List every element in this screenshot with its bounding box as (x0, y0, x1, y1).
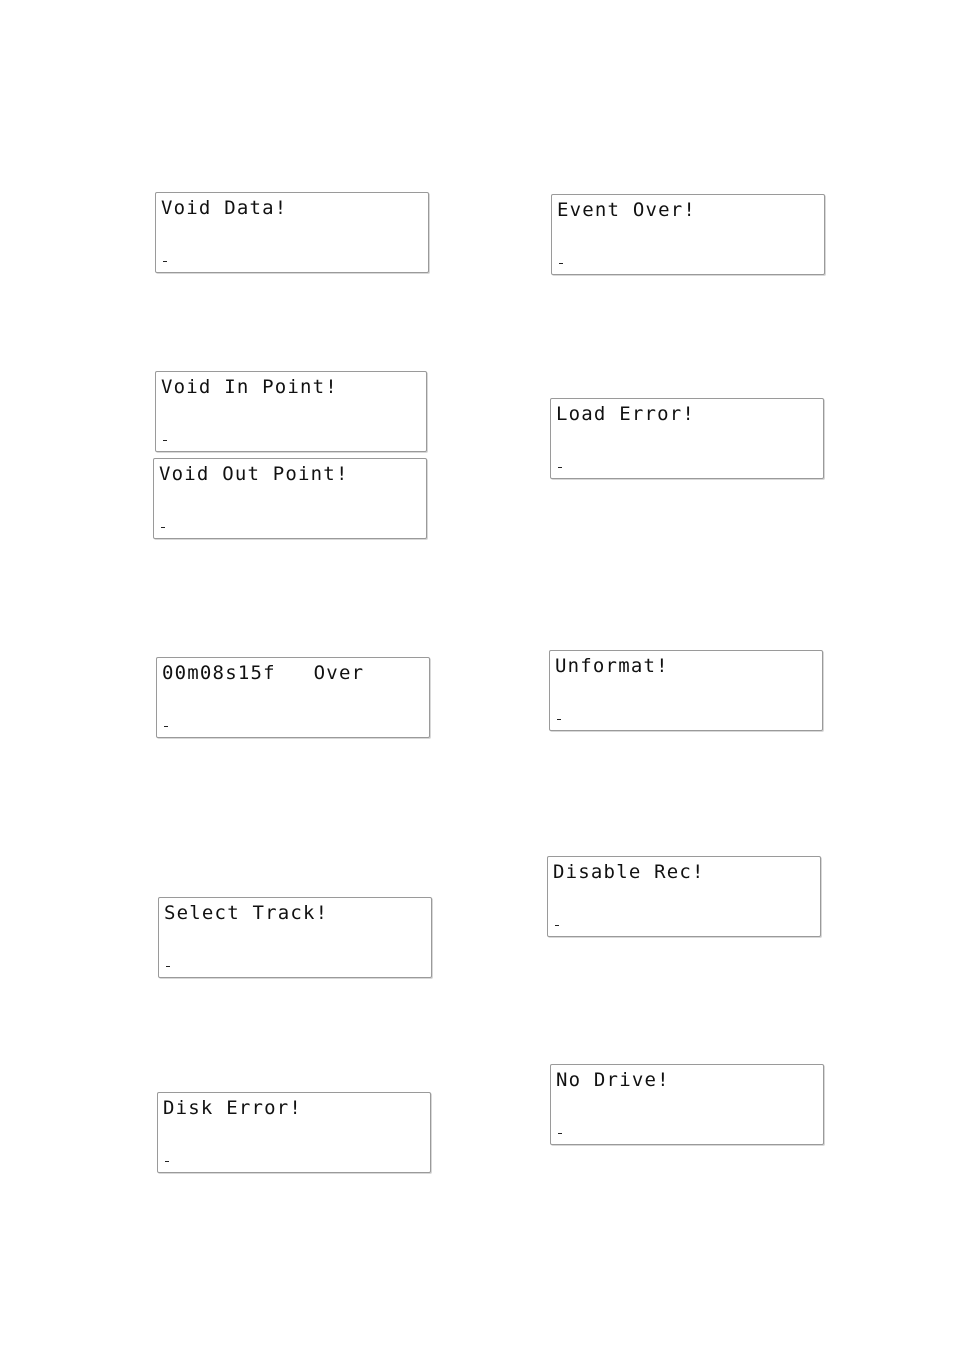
lcd-no-drive (550, 1064, 824, 1145)
lcd-event-over (551, 194, 825, 275)
lcd-select-track (158, 897, 432, 978)
lcd-timecode-over (156, 657, 430, 738)
lcd-cursor (558, 1133, 562, 1134)
lcd-message: Event Over! (557, 199, 697, 221)
lcd-cursor (163, 261, 167, 262)
lcd-cursor (161, 527, 165, 528)
lcd-void-in-point (155, 371, 427, 452)
lcd-message: Disable Rec! (553, 861, 705, 883)
lcd-message: Load Error! (556, 403, 696, 425)
lcd-cursor (166, 966, 170, 967)
lcd-cursor (163, 440, 167, 441)
lcd-message: Void In Point! (161, 376, 338, 398)
lcd-message: Disk Error! (163, 1097, 303, 1119)
lcd-message: Unformat! (555, 655, 669, 677)
lcd-cursor (557, 719, 561, 720)
lcd-cursor (558, 467, 562, 468)
lcd-message: Void Out Point! (159, 463, 349, 485)
lcd-void-data (155, 192, 429, 273)
lcd-message: No Drive! (556, 1069, 670, 1091)
lcd-cursor (165, 1161, 169, 1162)
lcd-void-out-point (153, 458, 427, 539)
lcd-cursor (559, 263, 563, 264)
lcd-disable-rec (547, 856, 821, 937)
lcd-message: Select Track! (164, 902, 329, 924)
lcd-load-error (550, 398, 824, 479)
lcd-cursor (164, 726, 168, 727)
lcd-cursor (555, 925, 559, 926)
lcd-disk-error (157, 1092, 431, 1173)
lcd-unformat (549, 650, 823, 731)
lcd-message: 00m08s15f Over (162, 662, 365, 684)
lcd-message: Void Data! (161, 197, 288, 219)
